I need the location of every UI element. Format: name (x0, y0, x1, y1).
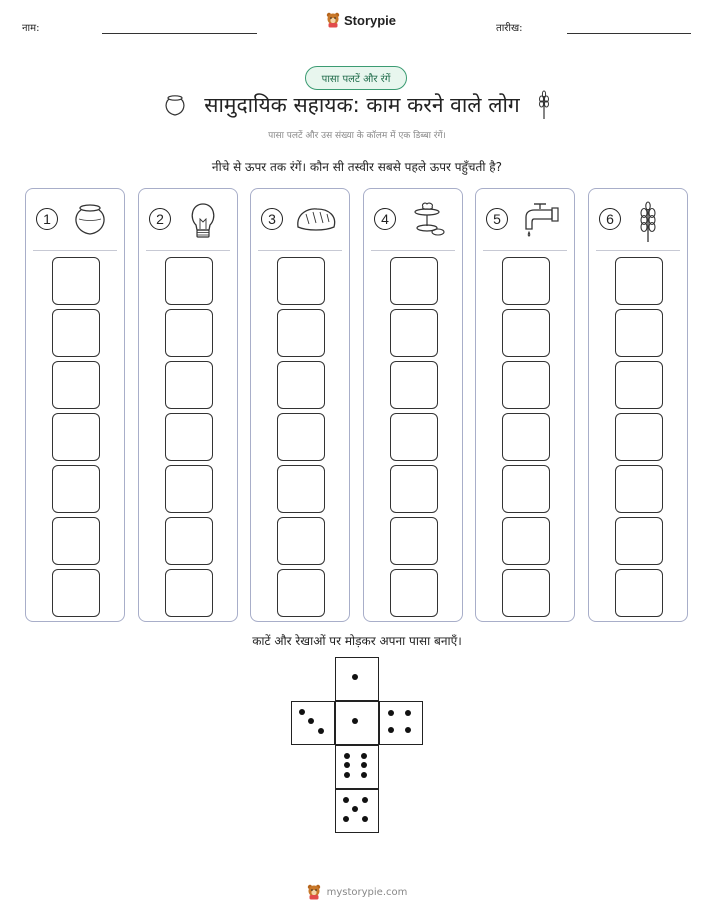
bear-mascot-icon (326, 12, 340, 28)
column-divider (258, 250, 342, 251)
dice-face-1 (335, 657, 379, 701)
dice-pip (344, 753, 350, 759)
column-number: 6 (599, 208, 621, 230)
column-1 (25, 188, 125, 622)
color-box[interactable] (615, 569, 663, 617)
dice-pip (405, 727, 411, 733)
activity-badge: पासा पलटें और रंगें (305, 66, 407, 90)
dice-pip (344, 772, 350, 778)
color-box[interactable] (502, 361, 550, 409)
color-box[interactable] (502, 309, 550, 357)
dice-pip (343, 816, 349, 822)
water-tap-icon (520, 201, 562, 241)
color-box[interactable] (52, 257, 100, 305)
color-box[interactable] (52, 465, 100, 513)
column-number: 2 (149, 208, 171, 230)
dice-pip (361, 762, 367, 768)
dice-pip (308, 718, 314, 724)
color-box[interactable] (165, 413, 213, 461)
brand-name: Storypie (344, 12, 397, 28)
brand-logo (326, 12, 396, 28)
color-box[interactable] (277, 361, 325, 409)
color-box[interactable] (52, 413, 100, 461)
column-number: 4 (374, 208, 396, 230)
color-box[interactable] (502, 569, 550, 617)
column-5 (475, 188, 575, 622)
color-box[interactable] (52, 569, 100, 617)
wheat-icon (633, 201, 663, 243)
color-box[interactable] (165, 309, 213, 357)
color-box[interactable] (615, 517, 663, 565)
column-divider (146, 250, 230, 251)
color-box[interactable] (277, 569, 325, 617)
color-box[interactable] (165, 569, 213, 617)
footer-website[interactable]: mystorypie.com (326, 886, 408, 898)
wheat-icon (536, 90, 552, 120)
color-box[interactable] (502, 517, 550, 565)
color-box[interactable] (277, 465, 325, 513)
dice-pip (361, 753, 367, 759)
color-box[interactable] (390, 413, 438, 461)
dice-pip (352, 806, 358, 812)
color-box[interactable] (390, 257, 438, 305)
color-box[interactable] (615, 413, 663, 461)
color-box[interactable] (277, 517, 325, 565)
name-label: नाम: (22, 23, 40, 34)
color-box[interactable] (390, 569, 438, 617)
dice-pip (361, 772, 367, 778)
dice-face-4 (379, 701, 423, 745)
color-box[interactable] (615, 361, 663, 409)
light-bulb-icon (183, 201, 223, 241)
color-box[interactable] (390, 309, 438, 357)
page-title: सामुदायिक सहायक: काम करने वाले लोग (204, 93, 520, 117)
dice-face-6 (335, 745, 379, 789)
color-box[interactable] (502, 465, 550, 513)
color-box[interactable] (165, 465, 213, 513)
name-line[interactable] (102, 33, 257, 34)
clay-pot-icon (70, 201, 110, 237)
column-6 (588, 188, 688, 622)
color-box[interactable] (390, 361, 438, 409)
dice-pip (405, 710, 411, 716)
color-box[interactable] (165, 361, 213, 409)
color-box[interactable] (277, 257, 325, 305)
dice-pip (362, 797, 368, 803)
date-line[interactable] (567, 33, 691, 34)
color-box[interactable] (615, 309, 663, 357)
dice-pip (362, 816, 368, 822)
cut-instruction: काटें और रेखाओं पर मोड़कर अपना पासा बनाएँ। (252, 634, 462, 648)
column-divider (371, 250, 455, 251)
footer (0, 884, 714, 900)
column-number: 5 (486, 208, 508, 230)
dice-pip (344, 762, 350, 768)
date-label: तारीख: (496, 23, 523, 34)
color-box[interactable] (277, 413, 325, 461)
pottery-wheel-icon (408, 201, 448, 239)
column-divider (33, 250, 117, 251)
color-box[interactable] (502, 413, 550, 461)
dice-pip (343, 797, 349, 803)
color-box[interactable] (165, 517, 213, 565)
column-3 (250, 188, 350, 622)
dice-face-1 (335, 701, 379, 745)
column-2 (138, 188, 238, 622)
color-box[interactable] (390, 517, 438, 565)
column-divider (483, 250, 567, 251)
column-divider (596, 250, 680, 251)
color-box[interactable] (52, 517, 100, 565)
column-number: 3 (261, 208, 283, 230)
dice-pip (388, 710, 394, 716)
bread-icon (295, 201, 337, 237)
column-4 (363, 188, 463, 622)
color-box[interactable] (615, 465, 663, 513)
bear-mascot-icon (307, 884, 321, 900)
color-box[interactable] (502, 257, 550, 305)
dice-pip (352, 718, 358, 724)
dice-pip (299, 709, 305, 715)
column-number: 1 (36, 208, 58, 230)
dice-pip (318, 728, 324, 734)
instruction-text: नीचे से ऊपर तक रंगें। कौन सी तस्वीर सबसे पहले ऊपर पहुँचती है? (211, 160, 503, 174)
color-box[interactable] (52, 361, 100, 409)
dice-face-3 (291, 701, 335, 745)
color-box[interactable] (52, 309, 100, 357)
color-box[interactable] (277, 309, 325, 357)
color-box[interactable] (165, 257, 213, 305)
color-box[interactable] (390, 465, 438, 513)
page-title-row (0, 90, 714, 123)
dice-face-5 (335, 789, 379, 833)
clay-pot-icon (162, 92, 188, 118)
dice-pip (388, 727, 394, 733)
color-box[interactable] (615, 257, 663, 305)
page-subtitle: पासा पलटें और उस संख्या के कॉलम में एक डिब्बा रंगें। (268, 131, 446, 141)
dice-pip (352, 674, 358, 680)
